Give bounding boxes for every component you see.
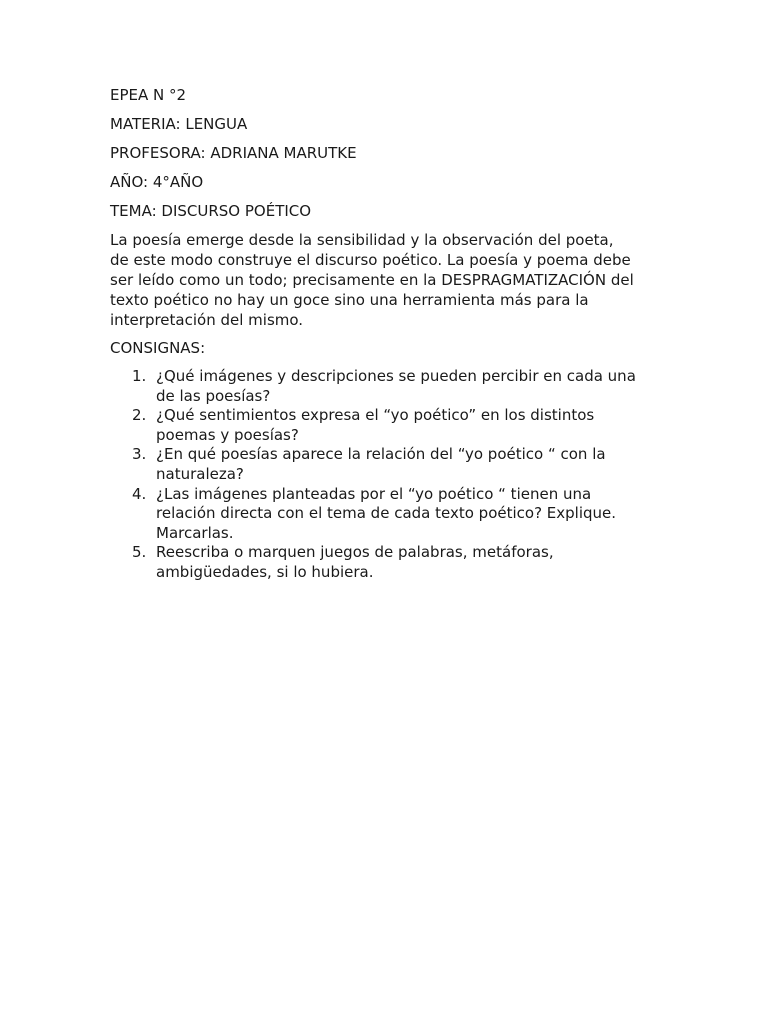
- subject-line: MATERIA: LENGUA: [110, 115, 248, 133]
- consignas-list: [110, 367, 660, 583]
- topic-line: TEMA: DISCURSO POÉTICO: [110, 202, 312, 220]
- list-item: [110, 367, 660, 406]
- intro-line: La poesía emerge desde la sensibilidad y la observación del poeta,: [110, 231, 614, 249]
- item-text-line: Marcarlas.: [156, 523, 234, 542]
- item-text-line: ¿Qué imágenes y descripciones se pueden percibir en cada una: [156, 367, 636, 385]
- intro-line: interpretación del mismo.: [110, 311, 304, 329]
- teacher-line: PROFESORA: ADRIANA MARUTKE: [110, 144, 357, 162]
- item-text-line: de las poesías?: [156, 386, 271, 405]
- item-number: 1.: [132, 367, 147, 385]
- item-number: 5.: [132, 543, 147, 562]
- year-line: AÑO: 4°AÑO: [110, 173, 204, 191]
- item-number: 4.: [132, 484, 147, 503]
- intro-line: texto poético no hay un goce sino una herramienta más para la: [110, 291, 589, 309]
- consignas-heading: CONSIGNAS:: [110, 339, 206, 357]
- list-item: [110, 445, 660, 484]
- item-text-line: ¿En qué poesías aparece la relación del “yo poético “ con la: [156, 445, 606, 464]
- item-text-line: poemas y poesías?: [156, 425, 299, 444]
- item-number: 2.: [132, 406, 147, 425]
- document-page: [110, 0, 660, 1024]
- school-line: EPEA N °2: [110, 86, 187, 104]
- list-item: [110, 485, 660, 544]
- item-text-line: relación directa con el tema de cada texto poético? Explique.: [156, 504, 617, 523]
- item-number: 3.: [132, 445, 147, 464]
- item-text-line: ¿Las imágenes planteadas por el “yo poético “ tienen una: [156, 484, 592, 503]
- item-text-line: ambigüedades, si lo hubiera.: [156, 562, 374, 581]
- list-item: [110, 406, 660, 445]
- intro-line: ser leído como un todo; precisamente en la DESPRAGMATIZACIÓN del: [110, 271, 634, 289]
- list-item: [110, 543, 660, 582]
- intro-paragraph: [110, 230, 640, 330]
- item-text-line: naturaleza?: [156, 464, 244, 483]
- item-text-line: ¿Qué sentimientos expresa el “yo poético” en los distintos: [156, 406, 595, 425]
- intro-line: de este modo construye el discurso poético. La poesía y poema debe: [110, 251, 631, 269]
- item-text-line: Reescriba o marquen juegos de palabras, metáforas,: [156, 543, 554, 562]
